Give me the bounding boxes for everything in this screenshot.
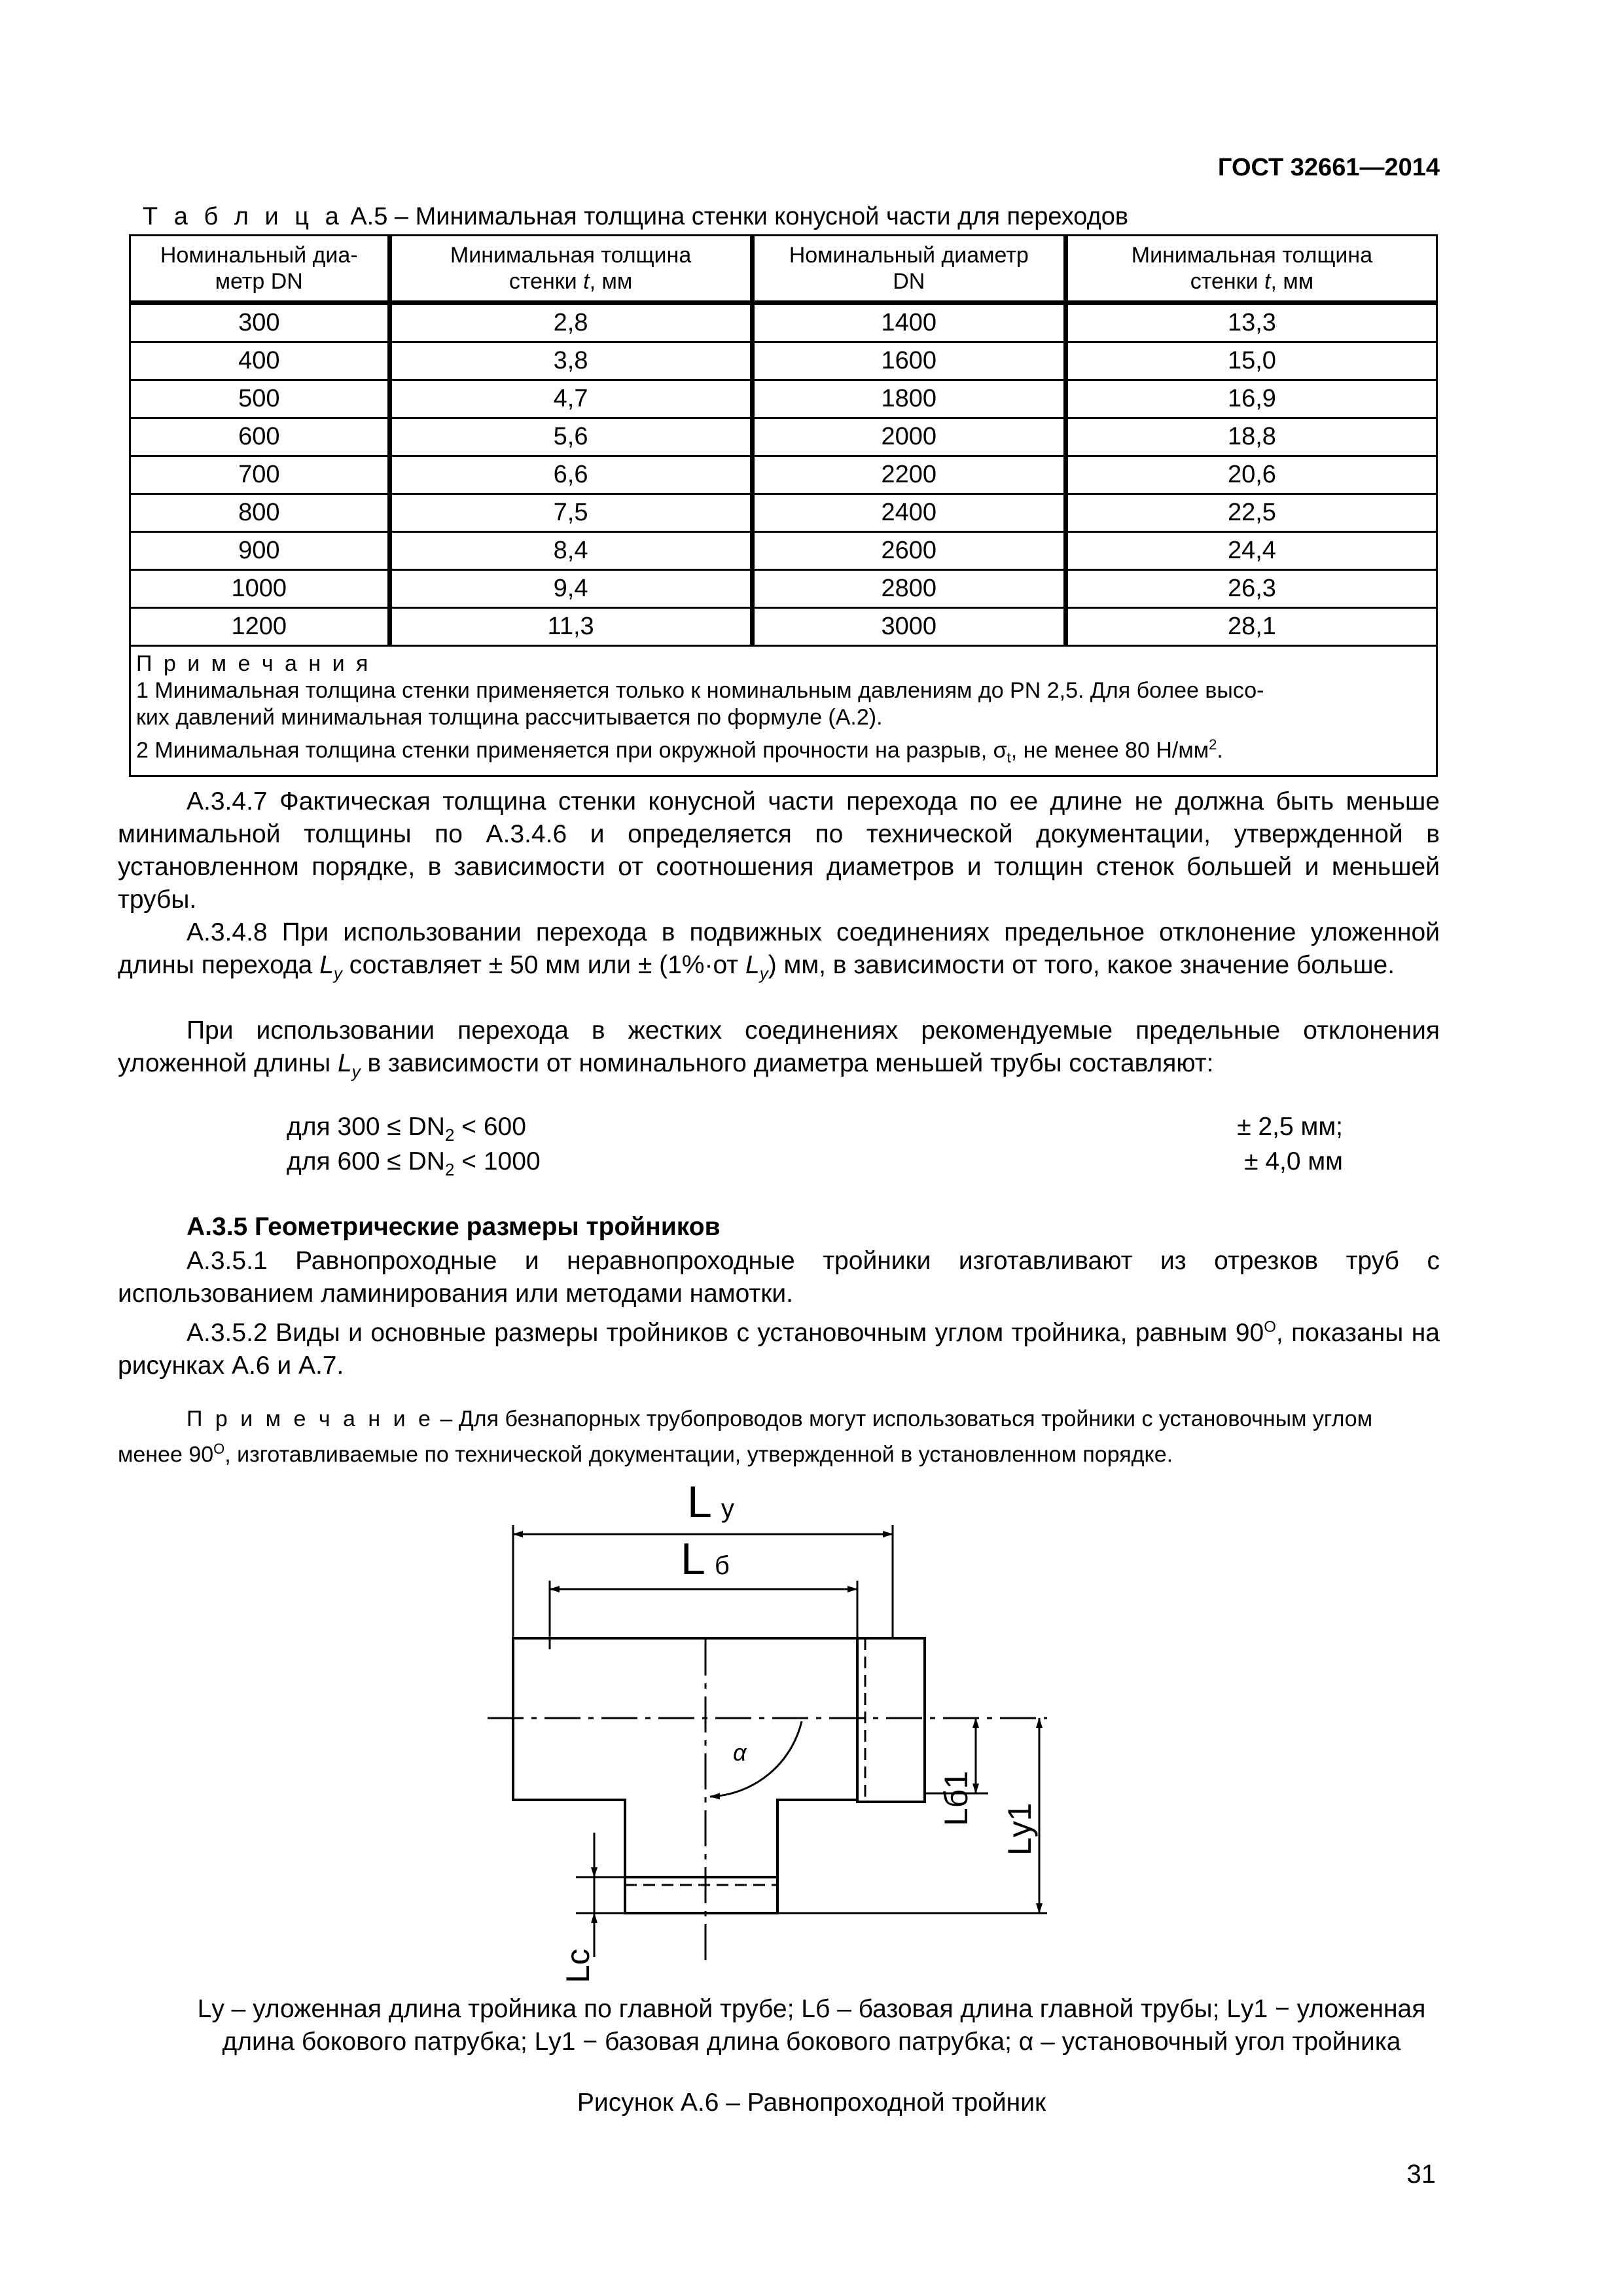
note-1b: ких давлений минимальная толщина рассчитывается по формуле (А.2). — [136, 705, 883, 730]
header-thickness-2: Минимальная толщина стенки t, мм — [1065, 236, 1436, 303]
figure-legend: Lу – уложенная длина тройника по главной трубе; Lб – базовая длина главной трубы; Lу1 − уложенная длина бокового патрубка; Lу1 − базовая длина бокового патрубка; α – установочный угол тройника — [197, 1995, 1426, 2056]
header-thickness-1: Минимальная толщина стенки t, мм — [389, 236, 752, 303]
header-dn-2: Номинальный диаметр DN — [752, 236, 1065, 303]
paragraph-a351: А.3.5.1 Равнопроходные и неравнопроходные тройники изготавливают из отрезков труб с использованием ламинирования или методами намотки. — [118, 1247, 1440, 1308]
note-paragraph: П р и м е ч а н и е – Для безнапорных трубопроводов могут использоваться тройники с установочным углом менее $90^О$, изготавливаемые по технической документации, утвержденной в установленном порядке. — [118, 1407, 1373, 1467]
table-row: 900 8,4 2600 24,4 — [130, 532, 1437, 570]
range-1-tolerance: ± 2,5 мм; — [1237, 1113, 1343, 1141]
section-heading: А.3.5 Геометрические размеры тройников — [187, 1213, 721, 1241]
page-number: 31 — [1406, 2160, 1436, 2189]
table-row: 600 5,6 2000 18,8 — [130, 418, 1437, 456]
label-lb1: Lб1 — [938, 1770, 974, 1826]
figure-caption: Рисунок А.6 – Равнопроходной тройник — [577, 2089, 1046, 2117]
paragraph-a348: А.3.4.8 При использовании перехода в подвижных соединениях предельное отклонение уложенной длины перехода $L_у$ составляет ± 50 мм или ± (1%·от $L_у$) мм, в зависимости от того, какое значение больше. — [118, 918, 1440, 983]
table-row: 1000 9,4 2800 26,3 — [130, 570, 1437, 608]
paragraph-a347: А.3.4.7 Фактическая толщина стенки конусной части перехода по ее длине не должна быть меньше минимальной толщины по А.3.4.6 и определяется по технической документации, утвержденной в установленном порядке, в зависимости от соотношения диаметров и толщин стенок большей и меньшей трубы. — [118, 787, 1440, 914]
document-code: ГОСТ 32661—2014 — [1217, 154, 1440, 181]
table-row: 500 4,7 1800 16,9 — [130, 380, 1437, 418]
paragraph-rigid-joints: При использовании перехода в жестких соединениях рекомендуемые предельные отклонения уложенной длины $L_у$ в зависимости от номинального диаметра меньшей трубы составляют: — [118, 1016, 1440, 1081]
note-2: 2 Минимальная толщина стенки применяется при окружной прочности на разрыв, $\sigma_t$, не менее 80 $Н/мм^2$. — [136, 736, 1223, 766]
label-lb: Lб — [681, 1534, 730, 1584]
table-row: 300 2,8 1400 13,3 — [130, 303, 1437, 342]
notes-title: П р и м е ч а н и я — [136, 651, 371, 676]
label-ly1: Lу1 — [1001, 1803, 1038, 1856]
note-1a: 1 Минимальная толщина стенки применяется только к номинальным давлениям до PN 2,5. Для более высо- — [136, 678, 1264, 703]
header-dn-1: Номинальный диа- метр DN — [130, 236, 390, 303]
label-lc: Lс — [560, 1948, 596, 1983]
label-alpha: α — [733, 1739, 747, 1766]
table-row: 1200 11,3 3000 28,1 — [130, 608, 1437, 646]
table-row: 700 6,6 2200 20,6 — [130, 456, 1437, 494]
range-2-label: для $600 \le DN_2 < 1000$ — [287, 1147, 541, 1179]
table-caption-prefix: Т а б л и ц а — [143, 203, 344, 230]
table-caption-text: А.5 – Минимальная толщина стенки конусной части для переходов — [343, 203, 1129, 230]
range-1-label: для $300 \le DN_2 < 600$ — [287, 1113, 526, 1145]
range-2-tolerance: ± 4,0 мм — [1244, 1147, 1343, 1175]
table-row: 800 7,5 2400 22,5 — [130, 494, 1437, 532]
label-ly: Lу — [687, 1477, 734, 1527]
paragraph-a352: А.3.5.2 Виды и основные размеры тройников с установочным углом тройника, равным $90^О$, показаны на рисунках А.6 и А.7. — [118, 1318, 1440, 1380]
tee-outline — [488, 1525, 1047, 1964]
table-row: 400 3,8 1600 15,0 — [130, 342, 1437, 380]
